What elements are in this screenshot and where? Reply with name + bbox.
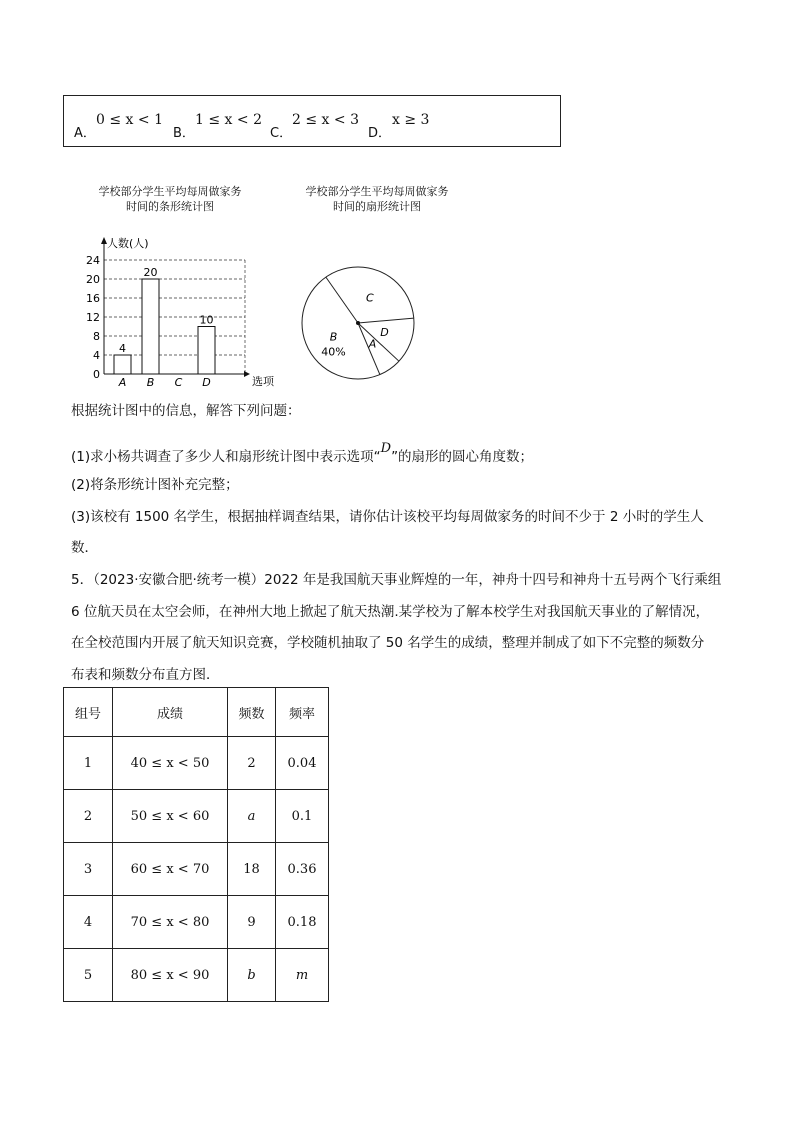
- bar-value-label: 4: [119, 342, 126, 355]
- option-b-letter: B．: [173, 126, 195, 141]
- bar-chart-title-line1: 学校部分学生平均每周做家务: [98, 185, 242, 198]
- cell-group: 1: [64, 737, 113, 790]
- pie-chart-title-line2: 时间的扇形统计图: [333, 200, 421, 213]
- pie-slice-label-B: B: [329, 330, 338, 344]
- cell-score: 60 ≤ x < 70: [113, 843, 228, 896]
- header-group: 组号: [64, 688, 113, 737]
- problem-5-line4: 布表和频数分布直方图．: [71, 667, 220, 683]
- cell-frequency: 2: [228, 737, 276, 790]
- pie-chart-title: [287, 184, 467, 214]
- bar-chart-title-line2: 时间的条形统计图: [126, 200, 214, 213]
- cell-score: 80 ≤ x < 90: [113, 949, 228, 1002]
- option-c-letter: C．: [270, 126, 293, 141]
- x-tick-label: B: [146, 376, 155, 389]
- cell-group: 2: [64, 790, 113, 843]
- answer-options-box: [63, 95, 561, 147]
- y-tick-label: 24: [86, 254, 100, 267]
- pie-slice-percent: 40%: [321, 345, 346, 359]
- frequency-table: [63, 687, 329, 1002]
- cell-group: 5: [64, 949, 113, 1002]
- problem-5-line3: 在全校范围内开展了航天知识竞赛，学校随机抽取了 50 名学生的成绩，整理并制成了如下不完整的频数分: [71, 635, 705, 651]
- bar-D: [198, 327, 215, 375]
- bar-A: [114, 355, 131, 374]
- option-b-text: 1 ≤ x < 2: [195, 112, 262, 128]
- question-1-part1: (1)求小杨共调查了多少人和扇形统计图中表示选项“: [71, 449, 381, 465]
- pie-chart: [300, 262, 420, 382]
- option-a-text: 0 ≤ x < 1: [96, 112, 163, 128]
- problem-5-line1: 5．（2023·安徽合肥·统考一模）2022 年是我国航天事业辉煌的一年，神舟十四号和神舟十五号两个飞行乘组: [71, 572, 722, 588]
- question-3-line1: (3)该校有 1500 名学生，根据抽样调查结果，请你估计该校平均每周做家务的时间不少于 2 小时的学生人: [71, 509, 704, 525]
- cell-rate: m: [276, 949, 329, 1002]
- y-tick-label: 16: [86, 292, 100, 305]
- y-tick-label: 20: [86, 273, 100, 286]
- table-header-row: [64, 688, 329, 737]
- option-d-letter: D．: [368, 126, 392, 141]
- y-tick-label: 12: [86, 311, 100, 324]
- y-axis-label: 人数(人): [107, 237, 149, 250]
- table-row: [64, 896, 329, 949]
- option-c-text: 2 ≤ x < 3: [292, 112, 359, 128]
- table-row: [64, 843, 329, 896]
- cell-rate: 0.1: [276, 790, 329, 843]
- x-tick-label: C: [174, 376, 183, 389]
- pie-chart-title-line1: 学校部分学生平均每周做家务: [305, 185, 449, 198]
- y-tick-label: 4: [93, 349, 100, 362]
- cell-frequency: 9: [228, 896, 276, 949]
- y-tick-label: 0: [93, 368, 100, 381]
- bar-B: [142, 279, 159, 374]
- cell-frequency: 18: [228, 843, 276, 896]
- cell-frequency: b: [228, 949, 276, 1002]
- cell-rate: 0.04: [276, 737, 329, 790]
- header-rate: 频率: [276, 688, 329, 737]
- question-1-symbol: D: [380, 441, 392, 456]
- bar-chart-title: [80, 184, 260, 214]
- y-tick-label: 8: [93, 330, 100, 343]
- problem-5-line2: 6 位航天员在太空会师，在神州大地上掀起了航天热潮.某学校为了解本校学生对我国航天事业的了解情况，: [71, 604, 710, 620]
- bar-value-label: 10: [199, 313, 214, 327]
- cell-rate: 0.36: [276, 843, 329, 896]
- cell-group: 4: [64, 896, 113, 949]
- pie-slice-label-C: C: [365, 291, 374, 305]
- cell-frequency: a: [228, 790, 276, 843]
- intro-text: 根据统计图中的信息，解答下列问题：: [71, 403, 301, 419]
- option-a-letter: A．: [74, 126, 96, 141]
- x-axis-arrow: [244, 371, 250, 377]
- question-2: (2)将条形统计图补充完整；: [71, 477, 239, 493]
- cell-rate: 0.18: [276, 896, 329, 949]
- table-row: [64, 949, 329, 1002]
- pie-slice-label-A: A: [368, 337, 377, 351]
- x-axis-label: 选项: [252, 375, 274, 388]
- x-tick-label: D: [202, 376, 211, 389]
- header-score: 成绩: [113, 688, 228, 737]
- cell-score: 40 ≤ x < 50: [113, 737, 228, 790]
- question-1: [71, 442, 533, 473]
- question-1-part2: ”的扇形的圆心角度数；: [391, 449, 534, 465]
- option-d-text: x ≥ 3: [392, 112, 430, 128]
- pie-slice-label-D: D: [380, 326, 389, 340]
- pie-center: [356, 321, 360, 325]
- bar-chart: [80, 232, 285, 390]
- cell-group: 3: [64, 843, 113, 896]
- cell-score: 50 ≤ x < 60: [113, 790, 228, 843]
- x-tick-label: A: [118, 376, 127, 389]
- table-row: [64, 737, 329, 790]
- bar-value-label: 20: [143, 266, 158, 279]
- table-row: [64, 790, 329, 843]
- question-3-line2: 数．: [71, 540, 98, 556]
- cell-score: 70 ≤ x < 80: [113, 896, 228, 949]
- header-frequency: 频数: [228, 688, 276, 737]
